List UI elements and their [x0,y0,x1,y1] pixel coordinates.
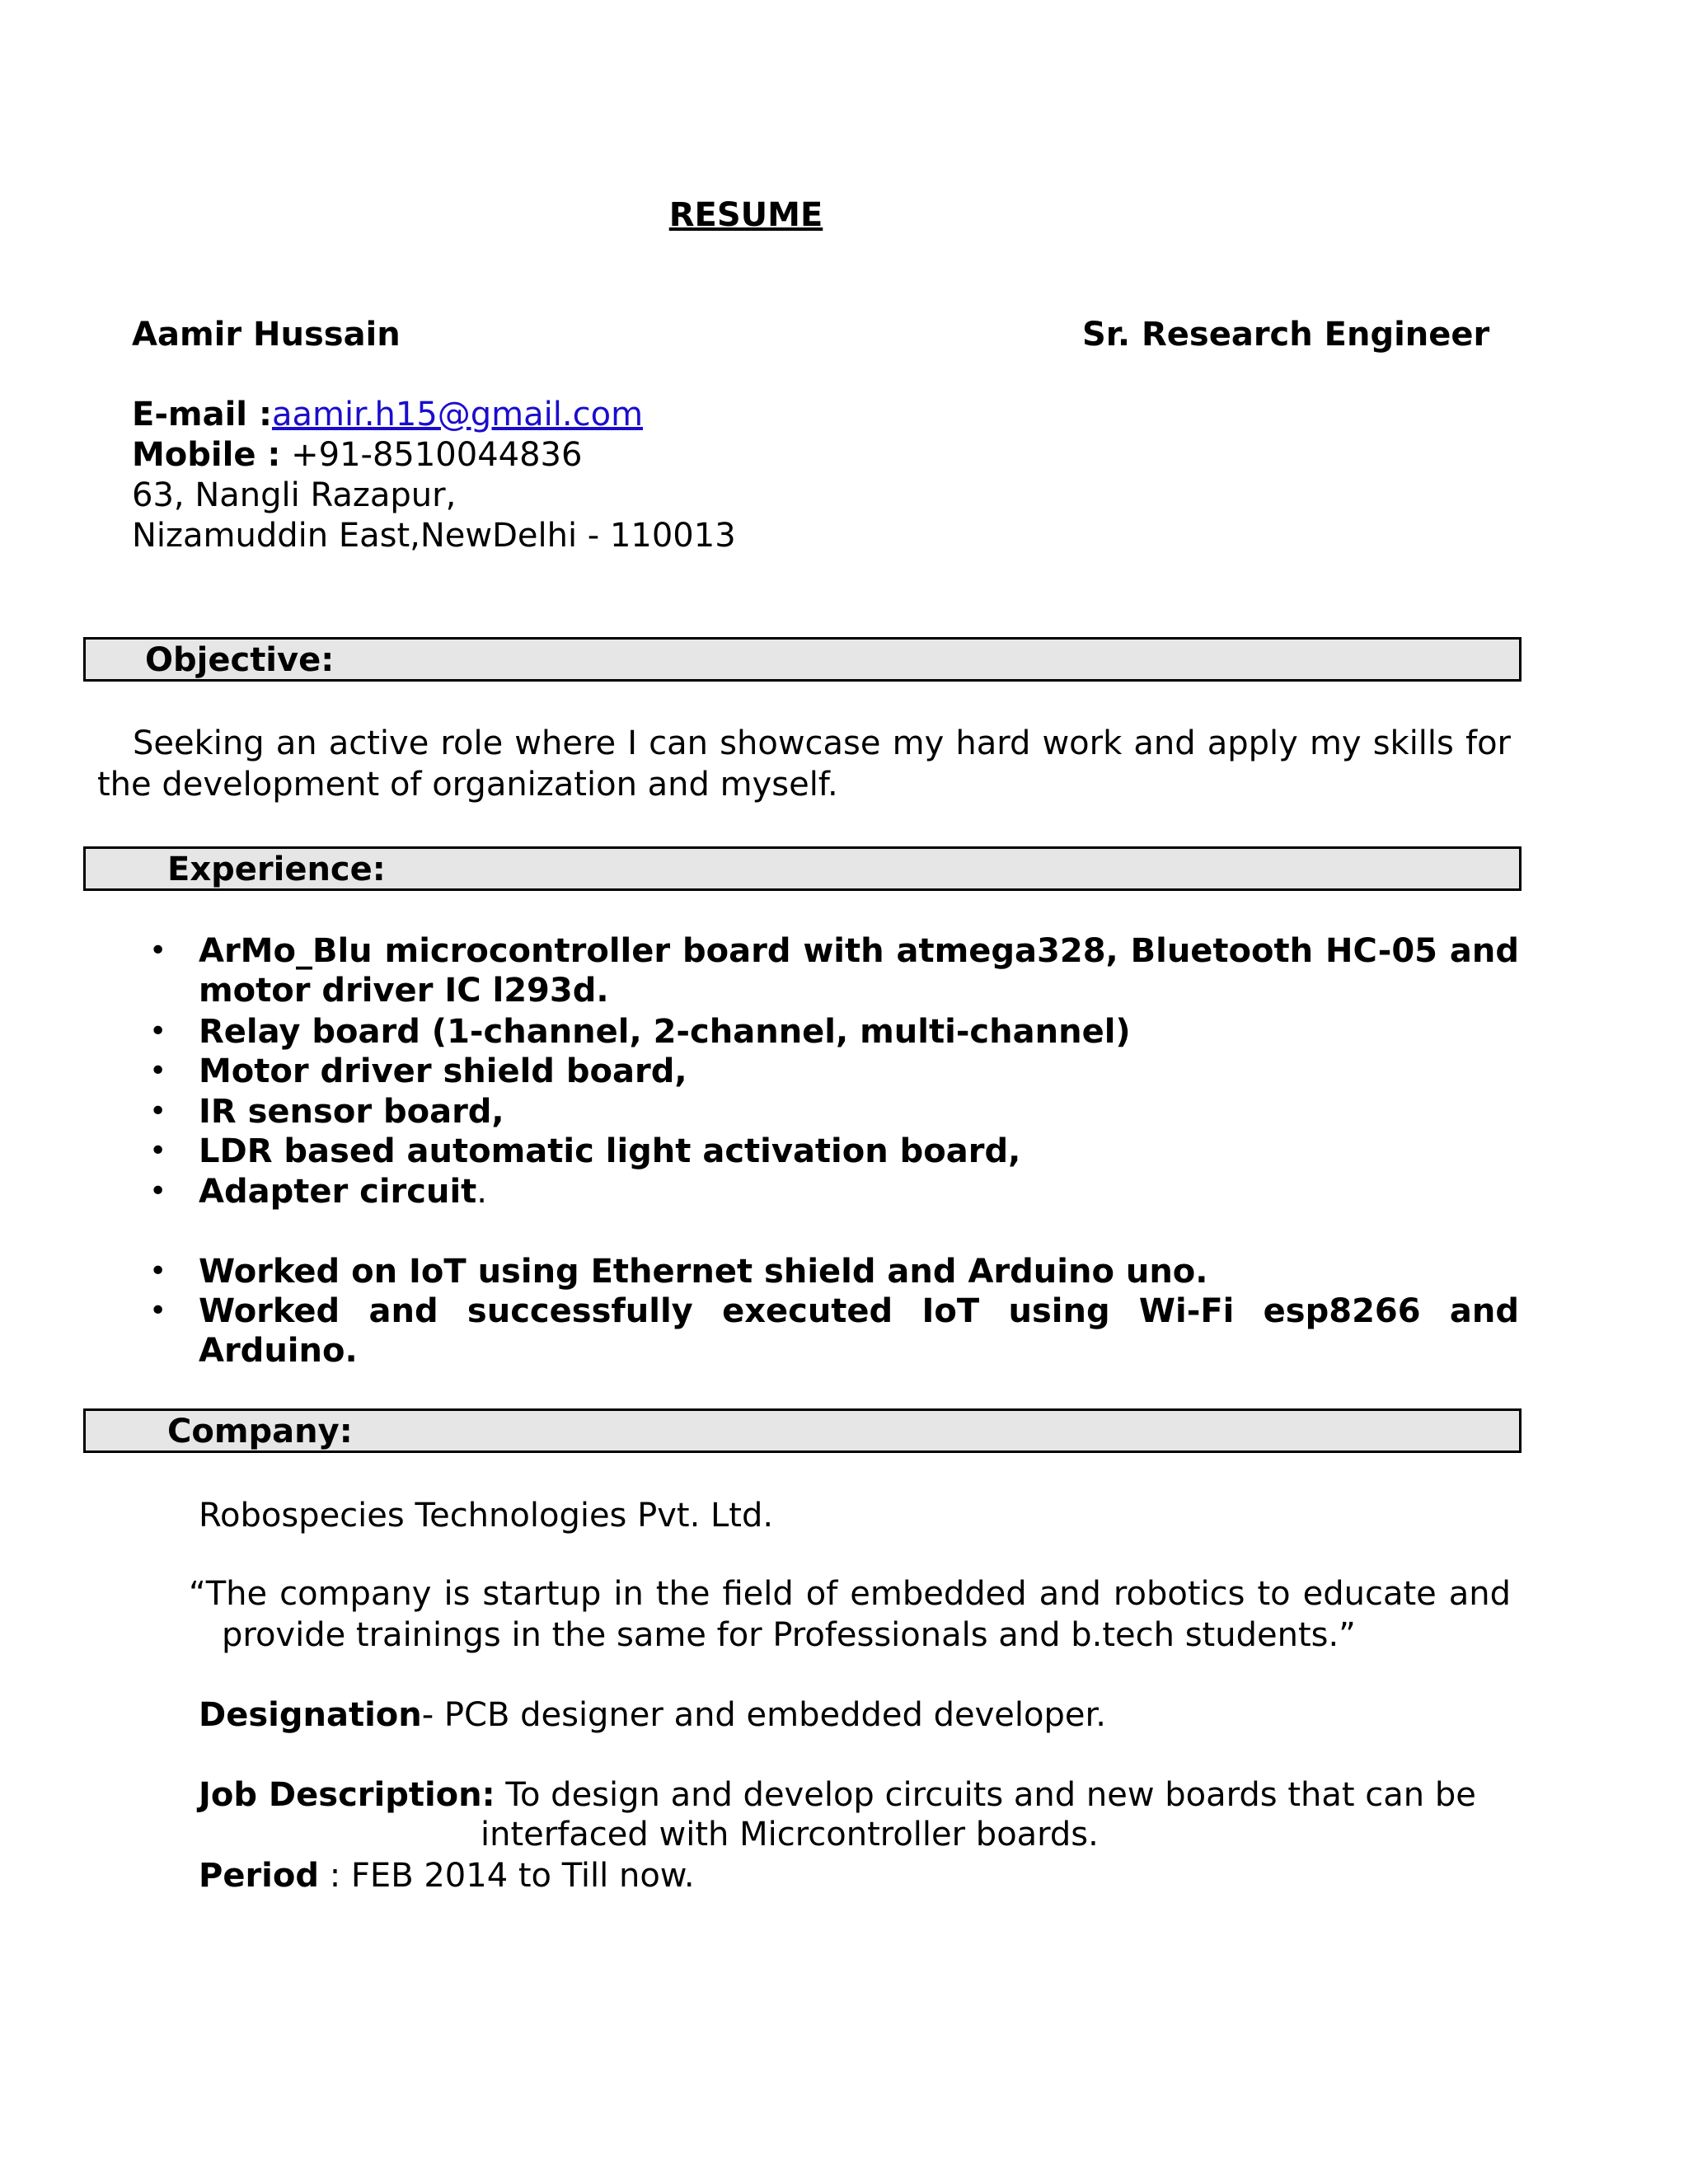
experience-heading: Experience: [167,851,386,888]
company-name: Robospecies Technologies Pvt. Ltd. [199,1497,774,1535]
designation-label: Designation [199,1696,422,1734]
designation-value: - PCB designer and embedded developer. [421,1696,1106,1734]
job-description-label: Job Description: [199,1776,495,1814]
experience-section-header [83,846,1522,891]
mobile-line [132,435,582,475]
period-line [199,1856,695,1896]
bullet-icon: • [149,1294,167,1328]
bullet-icon: • [149,1254,167,1288]
experience-item-adapter [199,1172,487,1212]
experience-item-motor-driver: Motor driver shield board, [199,1052,687,1090]
email-label: E-mail : [132,396,272,434]
experience-item-ldr: LDR based automatic light activation board, [199,1132,1021,1170]
mobile-number: +91-8510044836 [280,436,583,474]
objective-text-line-2: the development of organization and myself. [97,766,838,804]
period-label: Period [199,1857,319,1895]
email-link[interactable]: aamir.h15@gmail.com [271,396,644,434]
experience-item-armoblu-cont: motor driver IC l293d. [199,972,609,1010]
bullet-icon: • [149,934,167,968]
company-section-header [83,1408,1522,1453]
bullet-icon: • [149,1174,167,1208]
company-description-line-1: “The company is startup in the field of embedded and robotics to educate and [189,1575,1511,1613]
company-heading: Company: [167,1413,353,1451]
page-title: RESUME [668,196,823,234]
bullet-icon: • [149,1134,167,1168]
mobile-label: Mobile : [132,436,281,474]
adapter-suffix: . [476,1173,488,1211]
designation-line [199,1695,1106,1735]
experience-item-ir-sensor: IR sensor board, [199,1093,504,1131]
email-line [132,395,643,434]
address-line-1: 63, Nangli Razapur, [132,476,457,514]
address-line-2: Nizamuddin East,NewDelhi - 110013 [132,517,736,555]
position-title: Sr. Research Engineer [1082,316,1490,354]
experience-item-relay: Relay board (1-channel, 2-channel, multi-channel) [199,1013,1131,1051]
job-description-text: To design and develop circuits and new boards that can be [495,1776,1476,1814]
objective-text-line-1: Seeking an active role where I can showcase my hard work and apply my skills for [133,724,1511,762]
adapter-label: Adapter circuit [199,1173,477,1211]
bullet-icon: • [149,1094,167,1128]
experience-item-iot-wifi-cont: Arduino. [199,1332,358,1370]
experience-item-iot-wifi: Worked and successfully executed IoT using Wi-Fi esp8266 and [199,1292,1519,1330]
period-value: : FEB 2014 to Till now. [319,1857,695,1895]
bullet-icon: • [149,1054,167,1088]
job-description-line [199,1775,1476,1815]
applicant-name: Aamir Hussain [132,316,401,354]
objective-section-header [83,637,1522,682]
job-description-line-2: interfaced with Micrcontroller boards. [481,1816,1099,1854]
experience-item-armoblu: ArMo_Blu microcontroller board with atmega328, Bluetooth HC-05 and [199,932,1519,970]
objective-heading: Objective: [145,641,335,679]
bullet-icon: • [149,1015,167,1048]
experience-item-iot-ethernet: Worked on IoT using Ethernet shield and Arduino uno. [199,1253,1208,1291]
company-description-line-2: provide trainings in the same for Professionals and b.tech students.” [222,1616,1356,1654]
